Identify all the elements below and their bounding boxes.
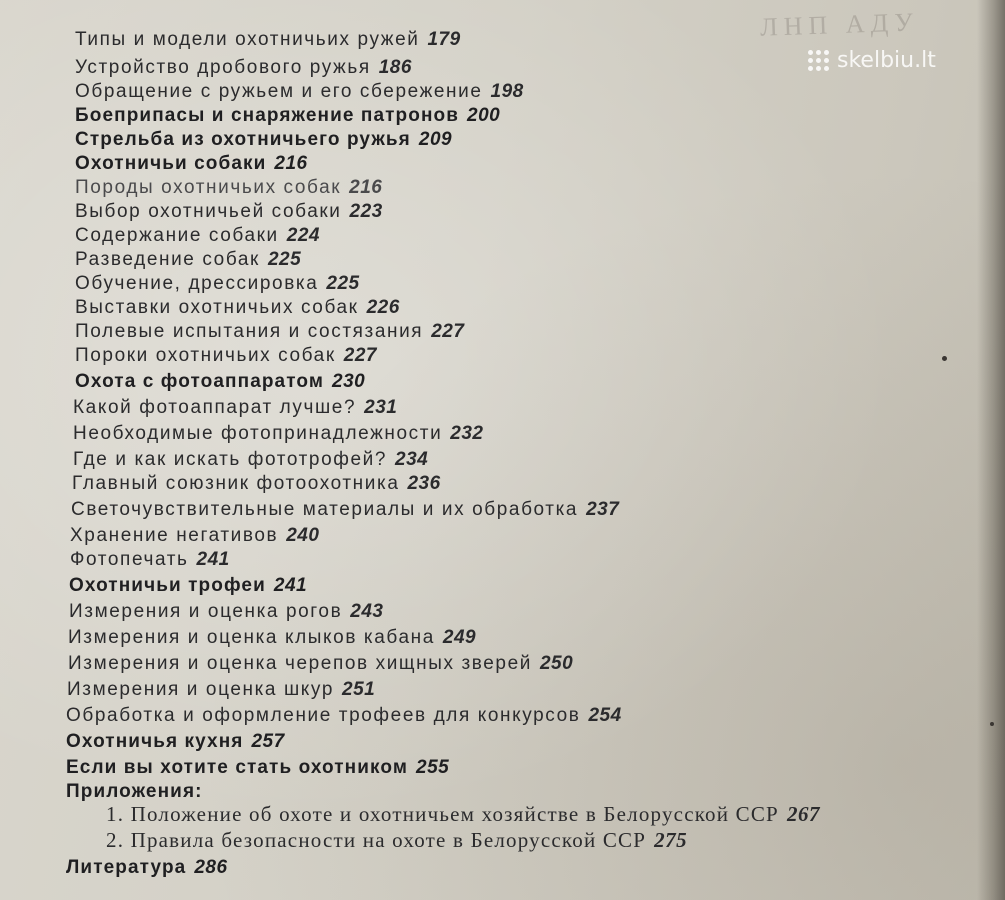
toc-section (66, 730, 285, 754)
toc-section (75, 128, 452, 152)
toc-section-title: Охота с фотоаппаратом (75, 371, 324, 392)
toc-entry-title: Обращение с ружьем и его сбережение (75, 81, 483, 102)
watermark-text: skelbiu.lt (837, 48, 936, 73)
toc-entry-title: Какой фотоаппарат лучше? (73, 397, 357, 418)
toc-entry-title: Измерения и оценка шкур (67, 679, 334, 700)
toc-entry-page: 186 (378, 57, 412, 78)
toc-appendix-item (106, 802, 820, 826)
toc-entry-title: Где и как искать фототрофей? (73, 449, 388, 470)
toc-entry (75, 224, 320, 248)
toc-section-title: Если вы хотите стать охотником (66, 757, 409, 778)
toc-entry-page: 227 (431, 321, 465, 342)
toc-entry-page: 225 (326, 273, 360, 294)
toc-entry (70, 548, 230, 572)
toc-entry (75, 296, 400, 320)
toc-entry (75, 176, 382, 200)
toc-entry (75, 272, 360, 296)
toc-entry (71, 498, 619, 522)
toc-section-page: 200 (467, 105, 501, 126)
toc-entry-title: Измерения и оценка рогов (69, 601, 343, 622)
show-through-print: ЛНП АДУ (759, 7, 920, 42)
toc-entry-title: Обработка и оформление трофеев для конкурсов (66, 705, 581, 726)
toc-entry-title: Устройство дробового ружья (75, 57, 371, 78)
toc-entry (73, 396, 397, 420)
toc-entry-title: Типы и модели охотничьих ружей (75, 29, 420, 50)
toc-entry (69, 600, 383, 624)
toc-section (75, 104, 500, 128)
toc-entry-page: 251 (342, 679, 376, 700)
toc-entry-title: Выставки охотничьих собак (75, 297, 359, 318)
toc-section-title: Стрельба из охотничьего ружья (75, 129, 411, 150)
toc-entry-page: 254 (588, 705, 622, 726)
toc-entry (68, 626, 476, 650)
toc-section-title: Боеприпасы и снаряжение патронов (75, 105, 460, 126)
toc-entry-page: 223 (349, 201, 383, 222)
toc-entry (75, 200, 383, 224)
toc-section-page: 209 (418, 129, 453, 150)
toc-section-page: 255 (416, 757, 450, 778)
toc-entry-title: Пороки охотничьих собак (75, 345, 336, 366)
toc-appendix-item-page: 275 (654, 828, 688, 852)
toc-entry-title: Измерения и оценка черепов хищных зверей (68, 653, 532, 674)
toc-entry-title: Содержание собаки (75, 225, 279, 246)
toc-entry-title: Необходимые фотопринадлежности (73, 423, 443, 444)
toc-entry (73, 448, 428, 472)
toc-entry-page: 250 (539, 653, 574, 674)
toc-section-title: Охотничьи трофеи (69, 575, 266, 596)
toc-appendix-item-page: 267 (786, 802, 820, 826)
toc-section-page: 216 (274, 153, 308, 174)
toc-entry (68, 652, 573, 676)
toc-entry-page: 237 (586, 499, 620, 520)
toc-entry-page: 249 (442, 627, 477, 648)
toc-entry-page: 225 (267, 249, 302, 270)
toc-appendix-heading (66, 780, 203, 804)
toc-entry-title: Породы охотничьих собак (75, 177, 342, 198)
toc-entry (75, 80, 524, 104)
toc-entry-page: 179 (427, 29, 461, 50)
toc-section (75, 152, 308, 176)
toc-entry (73, 422, 484, 446)
toc-entry (66, 704, 622, 728)
toc-entry-page: 232 (450, 423, 484, 444)
toc-entry (75, 28, 461, 52)
toc-entry-page: 241 (196, 549, 230, 570)
toc-section-title: Охотничья кухня (66, 731, 244, 752)
toc-entry-title: Разведение собак (75, 249, 260, 270)
toc-entry-page: 236 (407, 473, 441, 494)
toc-entry-page: 224 (286, 225, 320, 246)
toc-entry-page: 231 (364, 397, 398, 418)
toc-section-title: Литература (66, 857, 187, 878)
toc-entry (67, 678, 375, 702)
toc-section-page: 230 (332, 371, 366, 392)
toc-appendix-title: Приложения: (66, 781, 203, 802)
toc-entry-page: 243 (350, 601, 384, 622)
toc-entry-page: 240 (286, 525, 320, 546)
toc-section-page: 257 (251, 731, 285, 752)
toc-entry-page: 216 (349, 177, 383, 198)
toc-section-page: 241 (273, 575, 308, 596)
toc-section (75, 370, 365, 394)
toc-entry-title: Полевые испытания и состязания (75, 321, 424, 342)
toc-entry (75, 248, 301, 272)
toc-entry-title: Светочувствительные материалы и их обработка (71, 499, 579, 520)
toc-entry-title: Фотопечать (70, 549, 189, 570)
toc-entry-title: Измерения и оценка клыков кабана (68, 627, 435, 648)
toc-entry-title: Выбор охотничьей собаки (75, 201, 342, 222)
toc-entry (75, 344, 377, 368)
toc-entry-page: 226 (366, 297, 400, 318)
toc-entry (75, 320, 464, 344)
toc-section (66, 756, 449, 780)
toc-entry (72, 472, 441, 496)
toc-entry-page: 198 (490, 81, 524, 102)
toc-entry (75, 56, 412, 80)
toc-appendix-item-title: 1. Положение об охоте и охотничьем хозяйстве в Белорусской ССР (106, 802, 779, 826)
toc-section (66, 856, 228, 880)
toc-entry (70, 524, 319, 548)
toc-entry-title: Главный союзник фотоохотника (72, 473, 400, 494)
toc-appendix-item (106, 828, 687, 852)
toc-entry-page: 234 (395, 449, 429, 470)
toc-entry-title: Обучение, дрессировка (75, 273, 319, 294)
toc-entry-page: 227 (343, 345, 377, 366)
toc-section-page: 286 (194, 857, 228, 878)
toc-section (69, 574, 307, 598)
toc-appendix-item-title: 2. Правила безопасности на охоте в Белорусской ССР (106, 828, 647, 852)
toc-entry-title: Хранение негативов (70, 525, 279, 546)
toc-section-title: Охотничьи собаки (75, 153, 267, 174)
